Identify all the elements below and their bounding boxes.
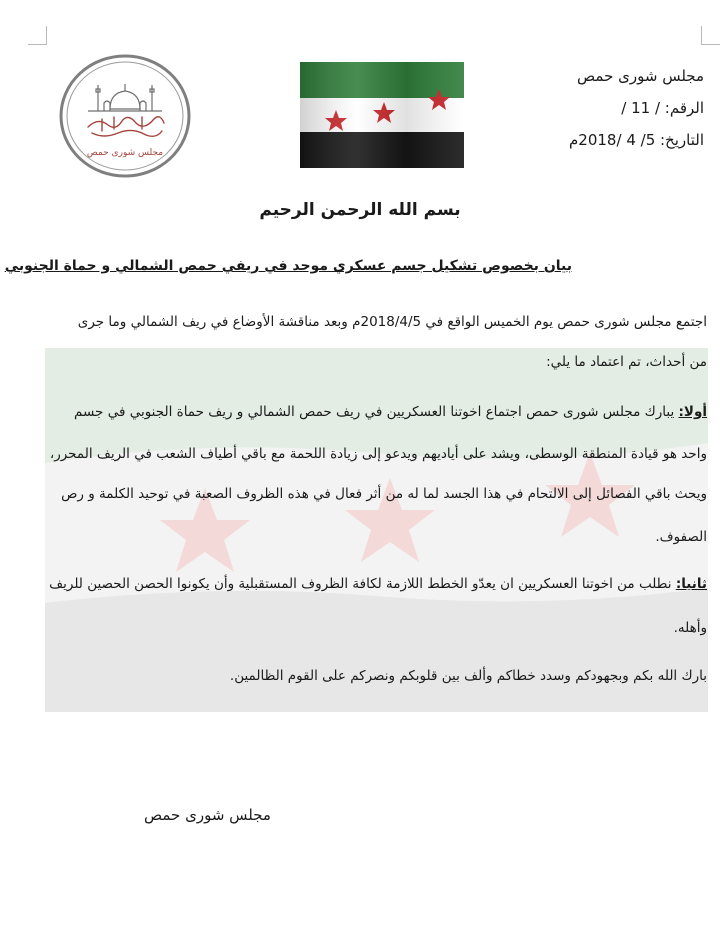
- crop-mark-top-left: [28, 26, 47, 45]
- council-seal: [58, 53, 192, 179]
- reference-number: الرقم: / 11 /: [621, 99, 704, 117]
- intro-line-2: من أحداث، تم اعتماد ما يلي:: [546, 354, 707, 370]
- clause-first-text: يبارك مجلس شورى حمص اجتماع اخوتنا العسكريين في ريف حمص الشمالي و ريف حماة الجنوبي في جسم: [74, 404, 679, 420]
- intro-line-1: اجتمع مجلس شورى حمص يوم الخميس الواقع في 2018/4/5م وبعد مناقشة الأوضاع في ريف الشمالي وما جرى: [77, 314, 707, 330]
- letterhead: [504, 60, 704, 156]
- org-name: مجلس شورى حمص: [577, 67, 704, 85]
- basmala: بسم الله الرحمن الرحيم: [259, 200, 461, 220]
- document-date: التاريخ: 5/ 4 /2018م: [569, 131, 704, 149]
- clause-first-line-4: الصفوف.: [655, 529, 707, 545]
- clause-first-line-3: ويحث باقي الفصائل إلى الالتحام في هذا الجسد لما له من أثر فعال في هذه الظروف الصعبة في توحيد الكلمة و رص: [61, 486, 707, 502]
- clause-second-line-1: [44, 574, 707, 594]
- clause-first-line-2: واحد هو قيادة المنطقة الوسطى، ويشد على أياديهم ويدعو إلى زيادة اللحمة مع باقي أطياف الشعب في الريف المحرر،: [49, 446, 707, 462]
- signature: مجلس شورى حمص: [144, 806, 271, 824]
- clause-second-line-2: وأهله.: [673, 620, 707, 636]
- crop-mark-top-right: [701, 26, 720, 45]
- clause-second-text: نطلب من اخوتنا العسكريين ان يعدّو الخطط اللازمة لكافة الظروف المستقبلية وأن يكونوا الحصن الحصين للريف: [49, 576, 676, 592]
- closing-prayer: بارك الله بكم وبجهودكم وسدد خطاكم وألف بين قلوبكم ونصركم على القوم الظالمين.: [229, 668, 707, 684]
- clause-first-line-1: [44, 402, 707, 422]
- seal-text: مجلس شورى حمص: [86, 148, 164, 158]
- statement-subject: بيان بخصوص تشكيل جسم عسكري موحد في ريفي حمص الشمالي و حماة الجنوبي: [4, 258, 572, 274]
- clause-first-label: أولا:: [678, 404, 707, 420]
- clause-second-label: ثانيا:: [675, 576, 707, 592]
- syrian-revolution-flag-icon: [300, 62, 464, 168]
